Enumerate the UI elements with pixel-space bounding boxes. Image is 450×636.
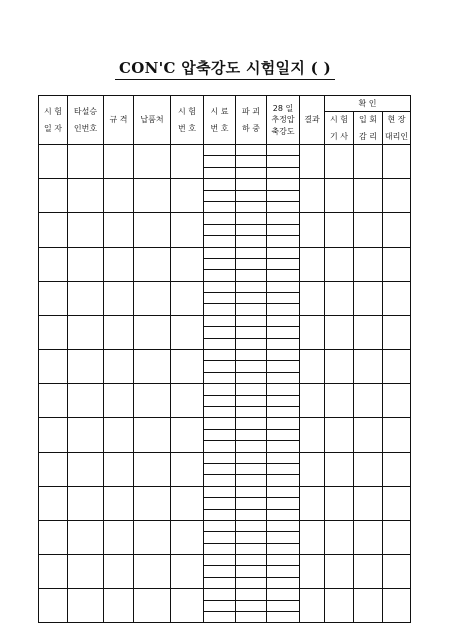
cell-supplier [134,213,171,247]
cell-failure-load [236,452,267,463]
cell-28day-strength [267,293,300,304]
cell-failure-load [236,236,267,247]
cell-failure-load [236,543,267,554]
cell-confirm-tester [325,384,354,418]
cell-failure-load [236,418,267,429]
cell-failure-load [236,247,267,258]
cell-sample-no [204,281,236,292]
cell-pour-approval-no [68,281,104,315]
cell-confirm-supervisor [354,452,383,486]
table-row [39,418,411,429]
cell-confirm-supervisor [354,281,383,315]
cell-sample-no [204,145,236,156]
cell-28day-strength [267,304,300,315]
cell-sample-no [204,555,236,566]
cell-28day-strength [267,372,300,383]
cell-28day-strength [267,350,300,361]
cell-sample-no [204,577,236,588]
cell-confirm-site-agent [383,179,411,213]
cell-failure-load [236,498,267,509]
table-row [39,213,411,224]
cell-spec [104,589,134,623]
cell-28day-strength [267,509,300,520]
cell-test-no [171,384,204,418]
cell-confirm-supervisor [354,520,383,554]
cell-sample-no [204,224,236,235]
cell-failure-load [236,486,267,497]
table-row [39,452,411,463]
cell-pour-approval-no [68,418,104,452]
header-confirm-supervisor: 입 회 감 리 [354,112,383,145]
cell-28day-strength [267,441,300,452]
cell-test-no [171,145,204,179]
cell-28day-strength [267,145,300,156]
cell-sample-no [204,327,236,338]
cell-sample-no [204,361,236,372]
cell-supplier [134,350,171,384]
cell-test-date [39,281,68,315]
cell-failure-load [236,441,267,452]
cell-confirm-site-agent [383,213,411,247]
cell-sample-no [204,315,236,326]
cell-test-date [39,213,68,247]
cell-failure-load [236,509,267,520]
cell-failure-load [236,463,267,474]
cell-failure-load [236,566,267,577]
cell-supplier [134,555,171,589]
cell-failure-load [236,213,267,224]
cell-sample-no [204,372,236,383]
cell-sample-no [204,475,236,486]
cell-sample-no [204,201,236,212]
cell-test-no [171,281,204,315]
cell-confirm-site-agent [383,350,411,384]
cell-failure-load [236,338,267,349]
cell-spec [104,179,134,213]
cell-test-no [171,589,204,623]
cell-test-date [39,350,68,384]
cell-result [300,213,325,247]
cell-supplier [134,418,171,452]
cell-failure-load [236,577,267,588]
cell-pour-approval-no [68,486,104,520]
cell-spec [104,350,134,384]
cell-test-no [171,179,204,213]
cell-supplier [134,589,171,623]
cell-sample-no [204,532,236,543]
cell-28day-strength [267,612,300,623]
cell-sample-no [204,395,236,406]
cell-sample-no [204,498,236,509]
cell-sample-no [204,509,236,520]
cell-test-no [171,350,204,384]
cell-sample-no [204,190,236,201]
cell-sample-no [204,600,236,611]
cell-confirm-site-agent [383,145,411,179]
cell-confirm-site-agent [383,486,411,520]
cell-28day-strength [267,543,300,554]
cell-28day-strength [267,270,300,281]
cell-supplier [134,281,171,315]
cell-confirm-tester [325,281,354,315]
cell-supplier [134,452,171,486]
cell-test-date [39,247,68,281]
cell-28day-strength [267,520,300,531]
cell-supplier [134,179,171,213]
cell-confirm-supervisor [354,418,383,452]
cell-result [300,555,325,589]
header-failure-load: 파 괴 하 중 [236,96,267,145]
cell-confirm-tester [325,145,354,179]
cell-pour-approval-no [68,452,104,486]
cell-spec [104,145,134,179]
cell-28day-strength [267,498,300,509]
cell-sample-no [204,589,236,600]
cell-spec [104,315,134,349]
cell-test-no [171,452,204,486]
cell-pour-approval-no [68,555,104,589]
cell-test-date [39,589,68,623]
cell-failure-load [236,258,267,269]
cell-failure-load [236,395,267,406]
cell-failure-load [236,475,267,486]
table-row [39,384,411,395]
cell-sample-no [204,566,236,577]
cell-28day-strength [267,555,300,566]
cell-failure-load [236,589,267,600]
cell-result [300,350,325,384]
cell-failure-load [236,190,267,201]
cell-pour-approval-no [68,213,104,247]
cell-failure-load [236,384,267,395]
cell-sample-no [204,463,236,474]
cell-28day-strength [267,213,300,224]
table-header [39,96,411,145]
cell-test-date [39,418,68,452]
cell-result [300,486,325,520]
cell-spec [104,384,134,418]
cell-supplier [134,315,171,349]
table-row [39,145,411,156]
cell-28day-strength [267,327,300,338]
table-body [39,145,411,623]
cell-pour-approval-no [68,179,104,213]
cell-result [300,452,325,486]
cell-failure-load [236,201,267,212]
header-sample-no: 시 료 번 호 [204,96,236,145]
cell-28day-strength [267,190,300,201]
cell-sample-no [204,486,236,497]
cell-confirm-supervisor [354,315,383,349]
cell-failure-load [236,293,267,304]
cell-result [300,418,325,452]
header-confirm-tester: 시 험 기 사 [325,112,354,145]
cell-confirm-site-agent [383,452,411,486]
cell-28day-strength [267,281,300,292]
cell-28day-strength [267,201,300,212]
cell-confirm-site-agent [383,247,411,281]
cell-result [300,247,325,281]
cell-28day-strength [267,247,300,258]
header-confirm-site-agent: 현 장 대리인 [383,112,411,145]
cell-failure-load [236,156,267,167]
table-row [39,281,411,292]
cell-test-date [39,555,68,589]
cell-confirm-tester [325,418,354,452]
cell-confirm-tester [325,247,354,281]
cell-failure-load [236,372,267,383]
cell-confirm-tester [325,350,354,384]
table-row [39,350,411,361]
table-row [39,555,411,566]
cell-failure-load [236,612,267,623]
cell-28day-strength [267,338,300,349]
cell-test-date [39,179,68,213]
cell-confirm-supervisor [354,350,383,384]
cell-test-date [39,315,68,349]
cell-28day-strength [267,577,300,588]
cell-failure-load [236,406,267,417]
cell-sample-no [204,520,236,531]
cell-confirm-site-agent [383,555,411,589]
cell-28day-strength [267,463,300,474]
header-supplier: 납품처 [134,96,171,145]
cell-test-no [171,486,204,520]
cell-28day-strength [267,224,300,235]
cell-sample-no [204,418,236,429]
table-row [39,520,411,531]
cell-pour-approval-no [68,520,104,554]
cell-sample-no [204,441,236,452]
cell-sample-no [204,429,236,440]
cell-28day-strength [267,486,300,497]
cell-result [300,281,325,315]
cell-spec [104,247,134,281]
cell-28day-strength [267,384,300,395]
cell-result [300,179,325,213]
cell-pour-approval-no [68,350,104,384]
cell-sample-no [204,543,236,554]
cell-test-no [171,315,204,349]
cell-supplier [134,384,171,418]
cell-supplier [134,486,171,520]
cell-failure-load [236,281,267,292]
cell-28day-strength [267,258,300,269]
cell-spec [104,452,134,486]
cell-28day-strength [267,532,300,543]
cell-failure-load [236,520,267,531]
cell-sample-no [204,213,236,224]
cell-confirm-site-agent [383,418,411,452]
header-pour-approval-no: 타설승 인번호 [68,96,104,145]
cell-confirm-supervisor [354,145,383,179]
cell-spec [104,281,134,315]
cell-28day-strength [267,475,300,486]
cell-failure-load [236,145,267,156]
table-row [39,315,411,326]
cell-sample-no [204,384,236,395]
cell-failure-load [236,429,267,440]
table-row [39,179,411,190]
cell-confirm-site-agent [383,315,411,349]
cell-sample-no [204,452,236,463]
cell-result [300,145,325,179]
cell-28day-strength [267,156,300,167]
cell-confirm-supervisor [354,486,383,520]
header-confirm: 확 인 [325,96,411,112]
cell-sample-no [204,167,236,178]
cell-failure-load [236,532,267,543]
cell-28day-strength [267,315,300,326]
cell-28day-strength [267,589,300,600]
cell-failure-load [236,304,267,315]
cell-pour-approval-no [68,315,104,349]
cell-28day-strength [267,418,300,429]
cell-spec [104,213,134,247]
cell-failure-load [236,327,267,338]
cell-28day-strength [267,600,300,611]
cell-confirm-tester [325,486,354,520]
cell-test-no [171,247,204,281]
cell-test-no [171,418,204,452]
cell-pour-approval-no [68,384,104,418]
cell-sample-no [204,156,236,167]
cell-failure-load [236,555,267,566]
cell-28day-strength [267,429,300,440]
cell-result [300,384,325,418]
cell-test-no [171,520,204,554]
cell-confirm-supervisor [354,179,383,213]
cell-test-date [39,486,68,520]
cell-test-date [39,452,68,486]
header-result: 결과 [300,96,325,145]
cell-test-no [171,555,204,589]
cell-failure-load [236,179,267,190]
header-test-date: 시 험 일 자 [39,96,68,145]
cell-confirm-site-agent [383,281,411,315]
cell-sample-no [204,338,236,349]
cell-supplier [134,520,171,554]
cell-confirm-tester [325,213,354,247]
cell-failure-load [236,600,267,611]
cell-pour-approval-no [68,589,104,623]
header-spec: 규 격 [104,96,134,145]
cell-supplier [134,145,171,179]
cell-confirm-supervisor [354,589,383,623]
cell-test-date [39,520,68,554]
cell-failure-load [236,350,267,361]
cell-pour-approval-no [68,145,104,179]
cell-spec [104,418,134,452]
table-row [39,247,411,258]
table-row [39,589,411,600]
cell-28day-strength [267,406,300,417]
cell-failure-load [236,361,267,372]
cell-spec [104,486,134,520]
cell-sample-no [204,350,236,361]
cell-confirm-tester [325,555,354,589]
table-row [39,486,411,497]
cell-28day-strength [267,361,300,372]
cell-spec [104,555,134,589]
cell-failure-load [236,270,267,281]
cell-supplier [134,247,171,281]
cell-sample-no [204,179,236,190]
cell-test-date [39,145,68,179]
cell-sample-no [204,612,236,623]
cell-spec [104,520,134,554]
cell-confirm-site-agent [383,589,411,623]
cell-test-no [171,213,204,247]
cell-sample-no [204,236,236,247]
cell-sample-no [204,270,236,281]
cell-confirm-supervisor [354,247,383,281]
cell-confirm-tester [325,520,354,554]
cell-result [300,520,325,554]
cell-28day-strength [267,566,300,577]
cell-28day-strength [267,236,300,247]
cell-confirm-site-agent [383,384,411,418]
page-title-text: CON'C 압축강도 시험일지 ( ) [115,57,335,80]
cell-confirm-supervisor [354,555,383,589]
cell-sample-no [204,293,236,304]
cell-confirm-supervisor [354,213,383,247]
header-28day-strength: 28 일 추정압 축강도 [267,96,300,145]
cell-confirm-tester [325,315,354,349]
cell-failure-load [236,224,267,235]
cell-28day-strength [267,395,300,406]
cell-result [300,589,325,623]
cell-sample-no [204,406,236,417]
cell-failure-load [236,167,267,178]
cell-confirm-supervisor [354,384,383,418]
cell-confirm-tester [325,452,354,486]
cell-sample-no [204,247,236,258]
cell-28day-strength [267,179,300,190]
test-log-table [38,95,411,623]
cell-confirm-tester [325,179,354,213]
cell-confirm-site-agent [383,520,411,554]
cell-28day-strength [267,452,300,463]
header-test-no: 시 험 번 호 [171,96,204,145]
page-title [0,57,450,80]
cell-pour-approval-no [68,247,104,281]
cell-sample-no [204,258,236,269]
cell-sample-no [204,304,236,315]
cell-failure-load [236,315,267,326]
cell-result [300,315,325,349]
cell-28day-strength [267,167,300,178]
cell-confirm-tester [325,589,354,623]
cell-test-date [39,384,68,418]
